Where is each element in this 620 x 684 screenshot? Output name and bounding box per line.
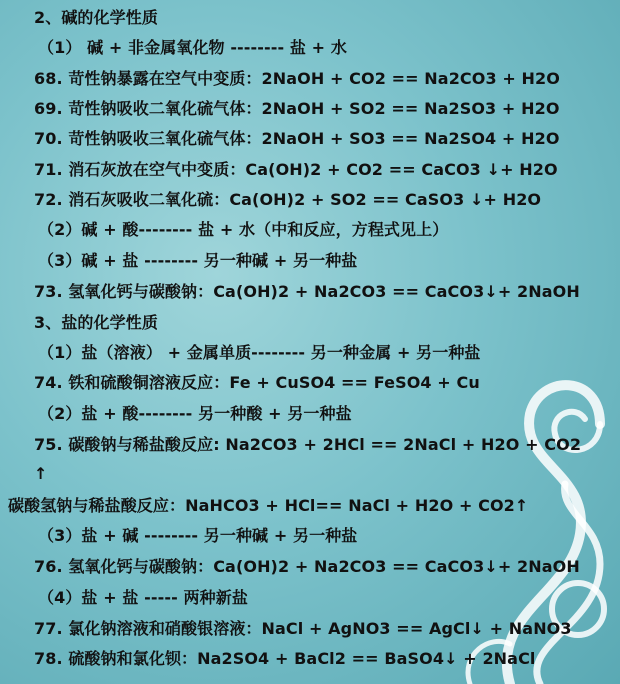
text-line: （1） 碱 + 非金属氧化物 -------- 盐 + 水 — [38, 38, 347, 57]
text-line: 76. 氢氧化钙与碳酸钠：Ca(OH)2 + Na2CO3 == CaCO3↓+ 2NaOH — [34, 557, 580, 576]
text-line: 75. 碳酸钠与稀盐酸反应: Na2CO3 + 2HCl == 2NaCl + H2O + CO2 — [34, 435, 582, 454]
text-line: 70. 苛性钠吸收三氧化硫气体：2NaOH + SO3 == Na2SO4 + H2O — [34, 129, 560, 148]
text-line: （3）碱 + 盐 -------- 另一种碱 + 另一种盐 — [38, 251, 358, 270]
text-line: ↑ — [34, 464, 48, 483]
text-line: 74. 铁和硫酸铜溶液反应：Fe + CuSO4 == FeSO4 + Cu — [34, 373, 480, 392]
text-line: （1）盐（溶液） + 金属单质-------- 另一种金属 + 另一种盐 — [38, 343, 481, 362]
text-line: 碳酸氢钠与稀盐酸反应：NaHCO3 + HCl== NaCl + H2O + CO2↑ — [8, 496, 529, 515]
text-line: 3、盐的化学性质 — [34, 313, 158, 332]
text-line: 68. 苛性钠暴露在空气中变质：2NaOH + CO2 == Na2CO3 + H2O — [34, 69, 560, 88]
text-line: 71. 消石灰放在空气中变质：Ca(OH)2 + CO2 == CaCO3 ↓+ H2O — [34, 160, 558, 179]
text-line: 77. 氯化钠溶液和硝酸银溶液：NaCl + AgNO3 == AgCl↓ + NaNO3 — [34, 619, 572, 638]
text-line: （2）碱 + 酸-------- 盐 + 水（中和反应，方程式见上） — [38, 220, 449, 239]
text-line: 69. 苛性钠吸收二氧化硫气体：2NaOH + SO2 == Na2SO3 + H2O — [34, 99, 560, 118]
text-line: 72. 消石灰吸收二氧化硫：Ca(OH)2 + SO2 == CaSO3 ↓+ H2O — [34, 190, 542, 209]
text-line: （2）盐 + 酸-------- 另一种酸 + 另一种盐 — [38, 404, 352, 423]
text-line: （4）盐 + 盐 ----- 两种新盐 — [38, 588, 248, 607]
text-line: （3）盐 + 碱 -------- 另一种碱 + 另一种盐 — [38, 526, 358, 545]
text-line: 73. 氢氧化钙与碳酸钠：Ca(OH)2 + Na2CO3 == CaCO3↓+ 2NaOH — [34, 282, 580, 301]
text-line: 2、碱的化学性质 — [34, 8, 158, 27]
text-line: 78. 硫酸钠和氯化钡：Na2SO4 + BaCl2 == BaSO4↓ + 2NaCl — [34, 649, 536, 668]
